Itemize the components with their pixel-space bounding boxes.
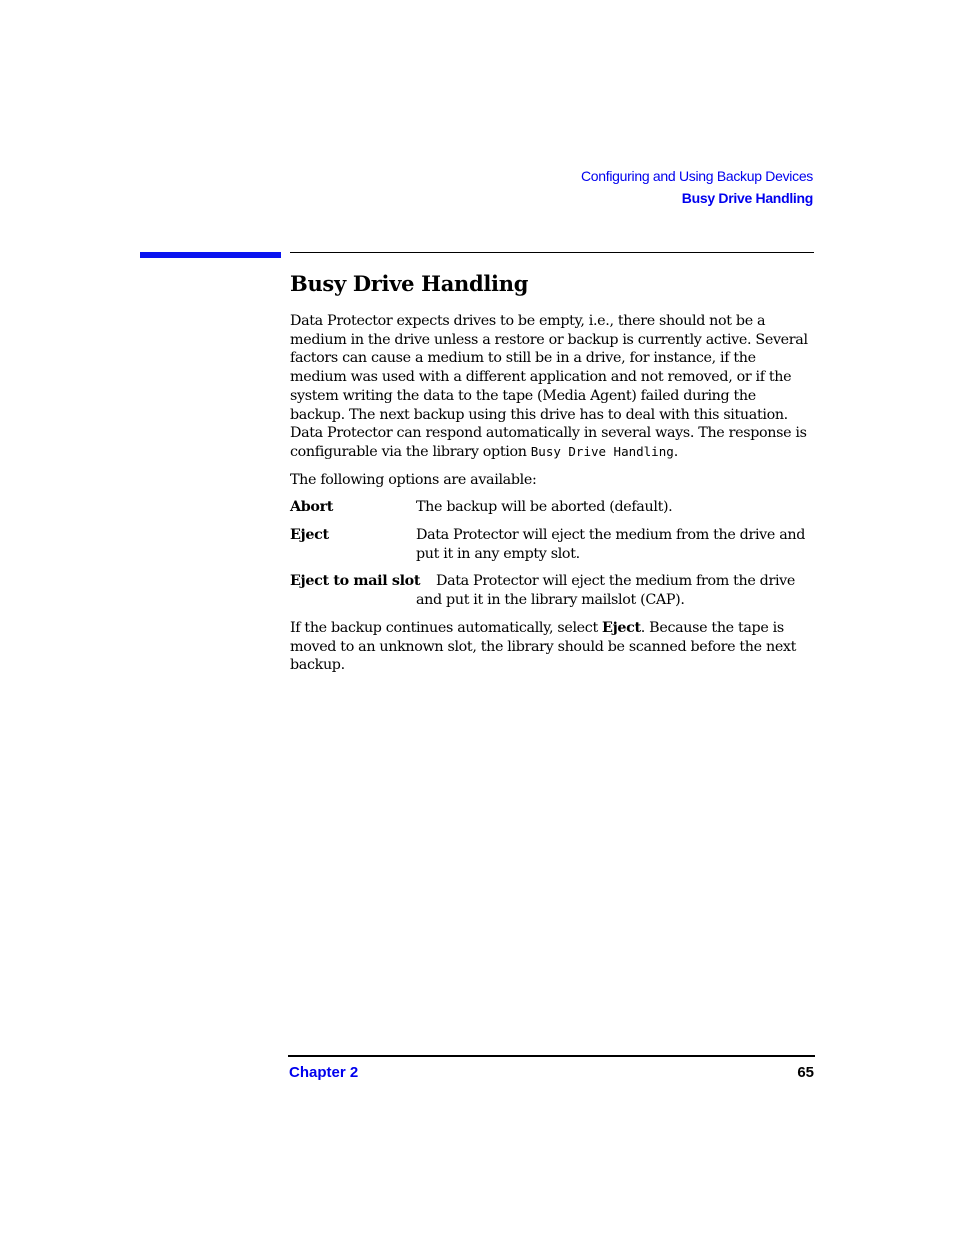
section-heading: Busy Drive Handling <box>290 271 529 296</box>
header-chapter-title: Configuring and Using Backup Devices <box>581 168 813 184</box>
option-row-eject <box>290 526 814 563</box>
closing-paragraph <box>290 619 814 675</box>
intro-text: Data Protector expects drives to be empty, i.e., there should not be a medium in the drive unless a restore or backup is currently active. Several factors can cause a medium to still be in a drive, for instance, if the medium was used with a different application and not removed, or if the system writing the data to the tape (Media Agent) failed during the backup. The next backup using this drive has to deal with this situation. Data Protector can respond automatically in several ways. The response is configurable via the library option <box>290 313 808 460</box>
library-option-name: Busy Drive Handling <box>530 443 674 459</box>
running-header <box>581 165 813 209</box>
option-term: Eject to mail slot <box>290 573 421 590</box>
option-description: The backup will be aborted (default). <box>416 499 673 516</box>
page-number: 65 <box>797 1064 814 1081</box>
option-term: Abort <box>290 499 334 516</box>
intro-end: . <box>673 443 678 460</box>
closing-text-before: If the backup continues automatically, select <box>290 619 603 636</box>
closing-bold-term: Eject <box>602 619 641 636</box>
header-section-title: Busy Drive Handling <box>681 190 813 206</box>
option-row-eject-to-mail-slot <box>290 572 814 609</box>
option-row-abort <box>290 498 814 517</box>
option-description: Data Protector will eject the medium from the drive and put it in the library mailslot (CAP). <box>416 573 796 609</box>
footer-rule <box>288 1055 815 1057</box>
main-content <box>290 268 814 684</box>
intro-paragraph <box>290 312 814 462</box>
footer-chapter: Chapter 2 <box>289 1064 359 1081</box>
options-lead: The following options are available: <box>290 471 537 488</box>
section-rule <box>290 252 814 253</box>
page-footer <box>289 1063 814 1083</box>
section-accent-bar <box>140 252 281 258</box>
option-description: Data Protector will eject the medium from the drive and put it in any empty slot. <box>416 527 806 562</box>
option-term: Eject <box>290 527 329 544</box>
closing-text-after: . Because the tape is moved to an unknown slot, the library should be scanned before the next backup. <box>290 619 797 674</box>
